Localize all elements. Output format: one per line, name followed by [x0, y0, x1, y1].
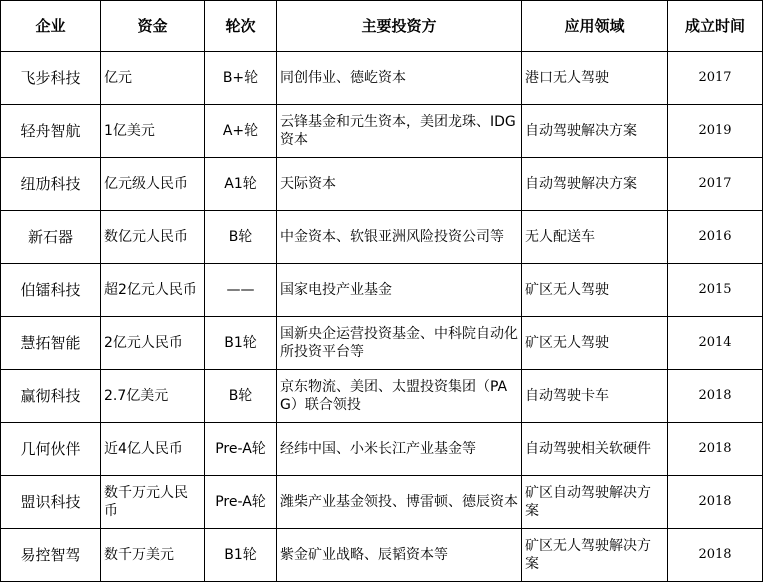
cell-funding: 亿元 — [101, 52, 205, 105]
header-year: 成立时间 — [668, 1, 763, 52]
table-row — [1, 370, 763, 423]
table-row — [1, 264, 763, 317]
cell-funding: 亿元级人民币 — [101, 158, 205, 211]
header-funding: 资金 — [101, 1, 205, 52]
cell-year: 2017 — [668, 158, 763, 211]
cell-year: 2015 — [668, 264, 763, 317]
table-row — [1, 211, 763, 264]
cell-round: A+轮 — [205, 105, 277, 158]
cell-investors: 京东物流、美团、太盟投资集团（PAG）联合领投 — [277, 370, 522, 423]
header-row — [1, 1, 763, 52]
cell-year: 2018 — [668, 529, 763, 582]
cell-investors: 国新央企运营投资基金、中科院自动化所投资平台等 — [277, 317, 522, 370]
cell-year: 2018 — [668, 370, 763, 423]
cell-investors: 紫金矿业战略、辰韬资本等 — [277, 529, 522, 582]
cell-funding: 数千万美元 — [101, 529, 205, 582]
header-field: 应用领域 — [522, 1, 668, 52]
cell-round: B1轮 — [205, 317, 277, 370]
cell-field: 矿区自动驾驶解决方案 — [522, 476, 668, 529]
table-row — [1, 317, 763, 370]
cell-funding: 数千万元人民币 — [101, 476, 205, 529]
cell-field: 自动驾驶卡车 — [522, 370, 668, 423]
table-row — [1, 52, 763, 105]
cell-round: Pre-A轮 — [205, 423, 277, 476]
cell-year: 2018 — [668, 476, 763, 529]
table-row — [1, 105, 763, 158]
cell-round: B1轮 — [205, 529, 277, 582]
cell-year: 2018 — [668, 423, 763, 476]
cell-company: 易控智驾 — [1, 529, 101, 582]
cell-funding: 超2亿元人民币 — [101, 264, 205, 317]
cell-company: 赢彻科技 — [1, 370, 101, 423]
cell-year: 2017 — [668, 52, 763, 105]
table-header — [1, 1, 763, 52]
cell-round: Pre-A轮 — [205, 476, 277, 529]
cell-round: B+轮 — [205, 52, 277, 105]
cell-investors: 中金资本、软银亚洲风险投资公司等 — [277, 211, 522, 264]
table-row — [1, 476, 763, 529]
cell-company: 新石器 — [1, 211, 101, 264]
cell-company: 伯镭科技 — [1, 264, 101, 317]
cell-field: 自动驾驶解决方案 — [522, 105, 668, 158]
cell-investors: 经纬中国、小米长江产业基金等 — [277, 423, 522, 476]
cell-round: B轮 — [205, 370, 277, 423]
cell-company: 飞步科技 — [1, 52, 101, 105]
cell-company: 慧拓智能 — [1, 317, 101, 370]
cell-investors: 天际资本 — [277, 158, 522, 211]
cell-funding: 2亿元人民币 — [101, 317, 205, 370]
cell-company: 轻舟智航 — [1, 105, 101, 158]
cell-funding: 近4亿人民币 — [101, 423, 205, 476]
cell-round: A1轮 — [205, 158, 277, 211]
cell-field: 自动驾驶解决方案 — [522, 158, 668, 211]
cell-field: 港口无人驾驶 — [522, 52, 668, 105]
table-row — [1, 158, 763, 211]
cell-field: 矿区无人驾驶 — [522, 264, 668, 317]
cell-investors: 同创伟业、德屹资本 — [277, 52, 522, 105]
header-round: 轮次 — [205, 1, 277, 52]
cell-year: 2016 — [668, 211, 763, 264]
cell-year: 2014 — [668, 317, 763, 370]
table-body — [1, 52, 763, 582]
cell-investors: 云锋基金和元生资本，美团龙珠、IDG 资本 — [277, 105, 522, 158]
cell-company: 纽劢科技 — [1, 158, 101, 211]
header-investors: 主要投资方 — [277, 1, 522, 52]
header-company: 企业 — [1, 1, 101, 52]
cell-funding: 数亿元人民币 — [101, 211, 205, 264]
cell-company: 几何伙伴 — [1, 423, 101, 476]
cell-field: 矿区无人驾驶 — [522, 317, 668, 370]
cell-company: 盟识科技 — [1, 476, 101, 529]
cell-round: B轮 — [205, 211, 277, 264]
cell-round: —— — [205, 264, 277, 317]
cell-field: 无人配送车 — [522, 211, 668, 264]
table-row — [1, 529, 763, 582]
cell-field: 矿区无人驾驶解决方案 — [522, 529, 668, 582]
cell-funding: 2.7亿美元 — [101, 370, 205, 423]
table-row — [1, 423, 763, 476]
cell-funding: 1亿美元 — [101, 105, 205, 158]
cell-investors: 潍柴产业基金领投、博雷顿、德辰资本 — [277, 476, 522, 529]
cell-year: 2019 — [668, 105, 763, 158]
cell-investors: 国家电投产业基金 — [277, 264, 522, 317]
cell-field: 自动驾驶相关软硬件 — [522, 423, 668, 476]
